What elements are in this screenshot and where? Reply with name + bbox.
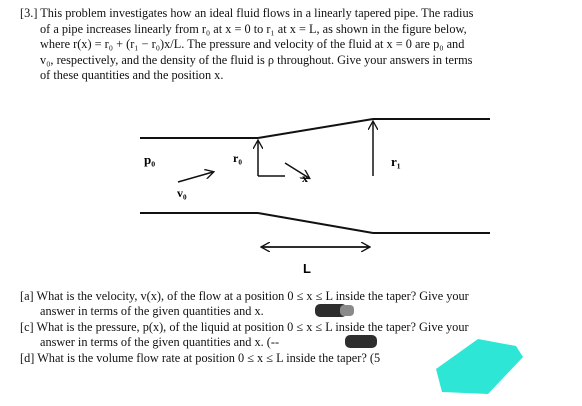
label-L: L [303,261,311,276]
label-v0: v₀ [177,186,187,200]
problem-line-4: v₀, respectively, and the density of the fluid is ρ throughout. Give your answers in terms [40,52,473,67]
label-x: x [302,171,308,185]
problem-line-3: where r(x) = r₀ + (r₁ − r₀)x/L. The pressure and velocity of the fluid at x = 0 are p₀ and [40,37,465,52]
label-r1: r₁ [391,154,401,169]
label-r0: r₀ [233,151,242,165]
question-c-line-2: answer in terms of the given quantities and x. (-- [40,335,280,349]
problem-line-5: of these quantities and the position x. [40,68,224,83]
problem-line-2: of a pipe increases linearly from r₀ at x = 0 to r₁ at x = L, as shown in the figure below, [40,21,467,36]
problem-line-1: [3.] This problem investigates how an ideal fluid flows in a linearly tapered pipe. The radius [20,6,474,20]
question-d-line-1: [d] What is the volume flow rate at position 0 ≤ x ≤ L inside the taper? (5 [20,351,381,365]
label-p0: p₀ [144,152,156,167]
question-a-line-1: [a] What is the velocity, v(x), of the flow at a position 0 ≤ x ≤ L inside the taper? Give your [20,289,469,303]
question-c-line-1: [c] What is the pressure, p(x), of the liquid at position 0 ≤ x ≤ L inside the taper? Give your [20,320,469,334]
question-a-line-2: answer in terms of the given quantities and x. [40,304,264,318]
